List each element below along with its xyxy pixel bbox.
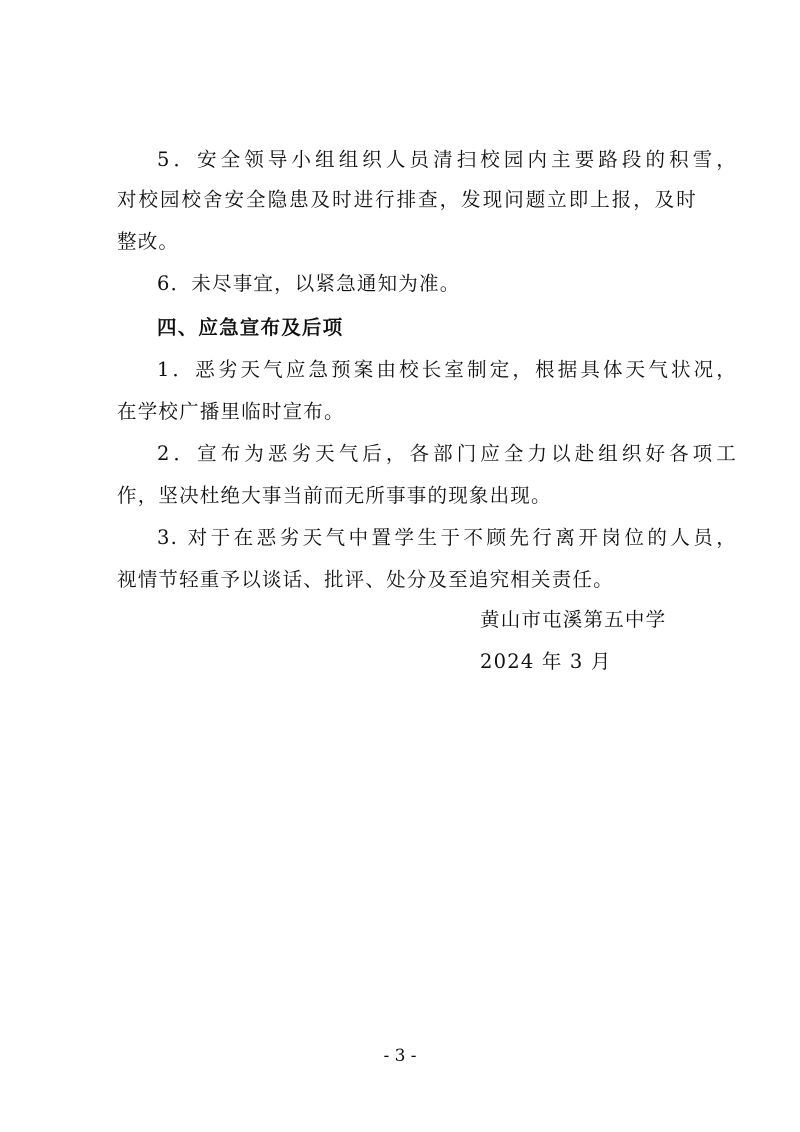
paragraph-item5-line1: 5．安全领导小组组织人员清扫校园内主要路段的积雪，	[157, 148, 737, 171]
section-item1-line1: 1．恶劣天气应急预案由校长室制定，根据具体天气状况，	[157, 358, 737, 381]
section-item3-line2: 视情节轻重予以谈话、批评、处分及至追究相关责任。	[117, 568, 614, 591]
paragraph-item6: 6．未尽事宜，以紧急通知为准。	[157, 272, 461, 295]
signature-date: 2024 年 3 月	[480, 650, 612, 673]
signature-organization: 黄山市屯溪第五中学	[480, 608, 667, 631]
paragraph-item5-line3: 整改。	[117, 230, 180, 253]
section-item2-line1: 2．宣布为恶劣天气后，各部门应全力以赴组织好各项工	[157, 442, 737, 465]
section-item2-line2: 作，坚决杜绝大事当前而无所事事的现象出现。	[117, 484, 552, 507]
paragraph-item5-line2: 对校园校舍安全隐患及时进行排查，发现问题立即上报，及时	[117, 188, 697, 211]
section-item3-line1: 3. 对于在恶劣天气中置学生于不顾先行离开岗位的人员，	[157, 526, 737, 549]
page-number: - 3 -	[383, 1046, 417, 1066]
section-item1-line2: 在学校广播里临时宣布。	[117, 400, 345, 423]
section-heading: 四、应急宣布及后项	[157, 316, 344, 339]
